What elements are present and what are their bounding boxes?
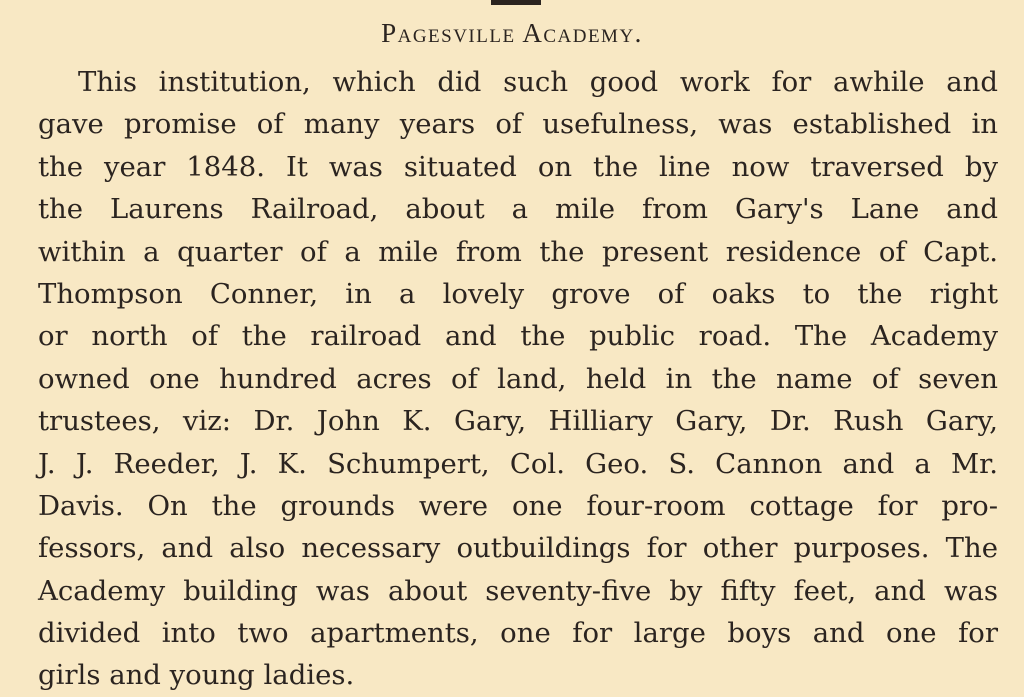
top-rule (491, 0, 541, 5)
text-line: trustees, viz: Dr. John K. Gary, Hilliary Gary, Dr. Rush Gary, (38, 405, 998, 438)
text-line: the Laurens Railroad, about a mile from Gary's Lane and (38, 193, 998, 226)
text-line: This institution, which did such good work for awhile and (78, 66, 998, 98)
body-paragraph (38, 61, 998, 697)
text-line: divided into two apartments, one for large boys and one for (38, 617, 998, 650)
text-line: owned one hundred acres of land, held in the name of seven (38, 362, 998, 395)
text-line: Academy building was about seventy-five by fifty feet, and was (38, 574, 998, 607)
text-line: or north of the railroad and the public road. The Academy (38, 320, 998, 353)
text-line: the year 1848. It was situated on the line now traversed by (38, 150, 998, 183)
text-line: girls and young ladies. (38, 659, 355, 692)
text-line: Thompson Conner, in a lovely grove of oaks to the right (38, 277, 998, 310)
text-line: Davis. On the grounds were one four-room cottage for pro- (38, 489, 998, 522)
text-line: fessors, and also necessary outbuildings for other purposes. The (38, 532, 998, 565)
text-line: J. J. Reeder, J. K. Schumpert, Col. Geo. S. Cannon and a Mr. (38, 447, 998, 480)
section-title: Pagesville Academy. (381, 18, 643, 48)
text-line: gave promise of many years of usefulness, was established in (38, 108, 998, 141)
text-line: within a quarter of a mile from the present residence of Capt. (38, 235, 998, 268)
